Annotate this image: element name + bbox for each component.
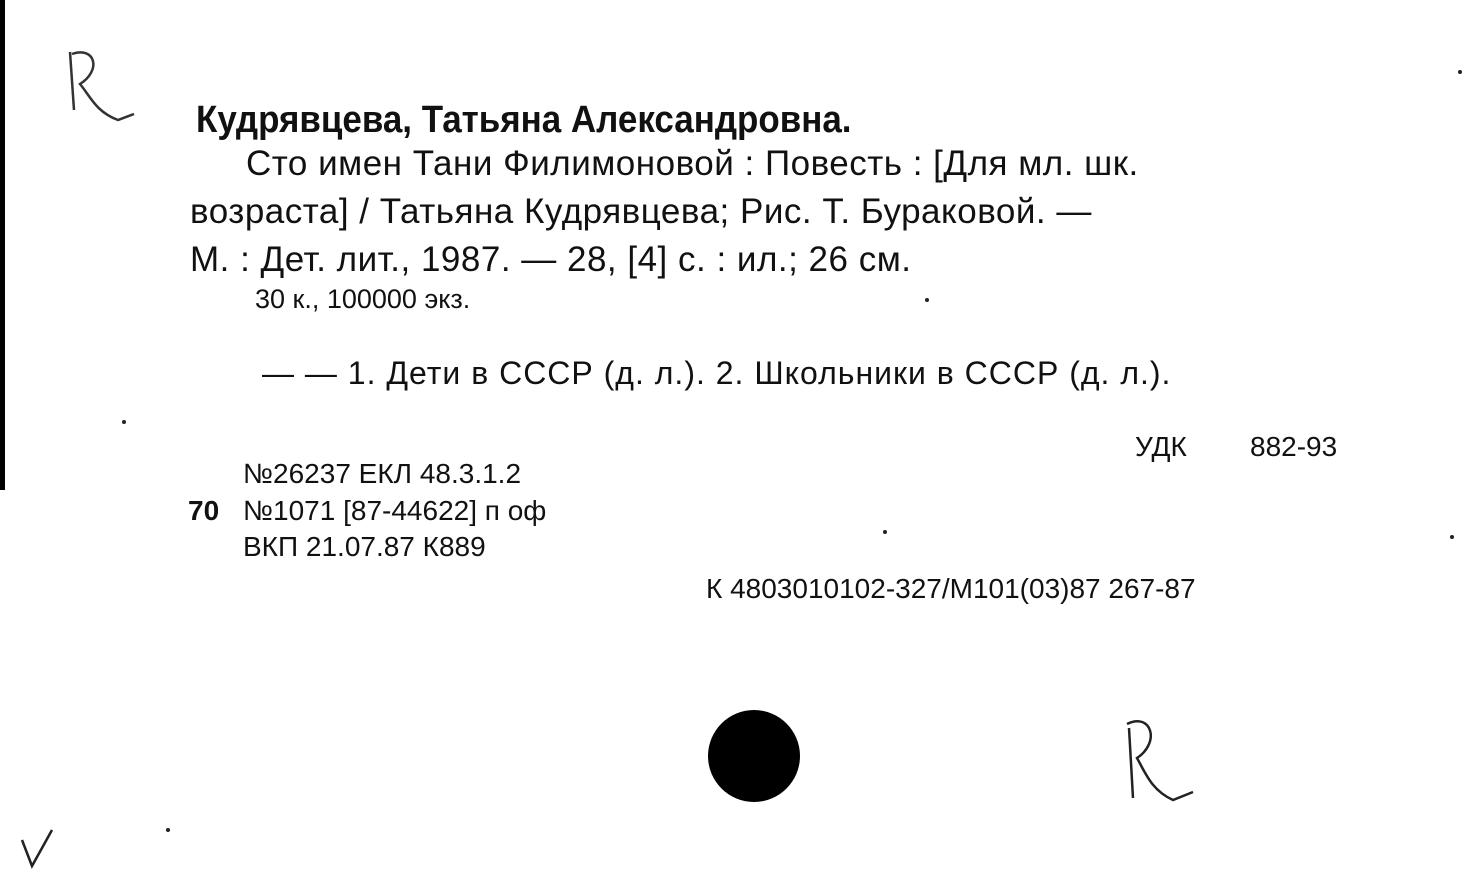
registry-line-3: ВКП 21.07.87 К889 bbox=[243, 531, 486, 562]
catalog-code: К 4803010102-327/М101(03)87 267-87 bbox=[706, 573, 1196, 604]
title-line-3: М. : Дет. лит., 1987. — 28, [4] с. : ил.; 26 см. bbox=[190, 240, 912, 279]
handwritten-mark-bottom bbox=[1115, 712, 1205, 807]
subject-tracing: — — 1. Дети в СССР (д. л.). 2. Школьники в СССР (д. л.). bbox=[262, 355, 1172, 391]
registry-prefix: 70 bbox=[188, 495, 220, 526]
registry-line-1: №26237 ЕКЛ 48.3.1.2 bbox=[243, 458, 522, 489]
scan-speck bbox=[883, 530, 887, 534]
title-line-2: возраста] / Татьяна Кудрявцева; Рис. Т. Бураковой. — bbox=[190, 192, 1092, 231]
handwritten-mark-top bbox=[60, 40, 140, 130]
price-print-run: 30 к., 100000 экз. bbox=[255, 284, 471, 314]
scan-speck bbox=[122, 420, 126, 424]
card-left-edge bbox=[0, 0, 5, 490]
udk-label: УДК bbox=[1135, 431, 1187, 462]
author-heading: Кудрявцева, Татьяна Александровна. bbox=[196, 99, 852, 141]
udk-value: 882-93 bbox=[1250, 431, 1338, 462]
scan-speck bbox=[1450, 535, 1454, 539]
title-line-1: Сто имен Тани Филимоновой : Повесть : [Для мл. шк. bbox=[246, 144, 1139, 183]
scan-speck bbox=[925, 298, 929, 302]
punch-hole bbox=[708, 710, 800, 802]
registry-line-2: №1071 [87-44622] п оф bbox=[243, 495, 547, 526]
scan-speck bbox=[166, 828, 170, 832]
scan-speck bbox=[1458, 70, 1462, 74]
check-mark-icon bbox=[18, 826, 58, 871]
